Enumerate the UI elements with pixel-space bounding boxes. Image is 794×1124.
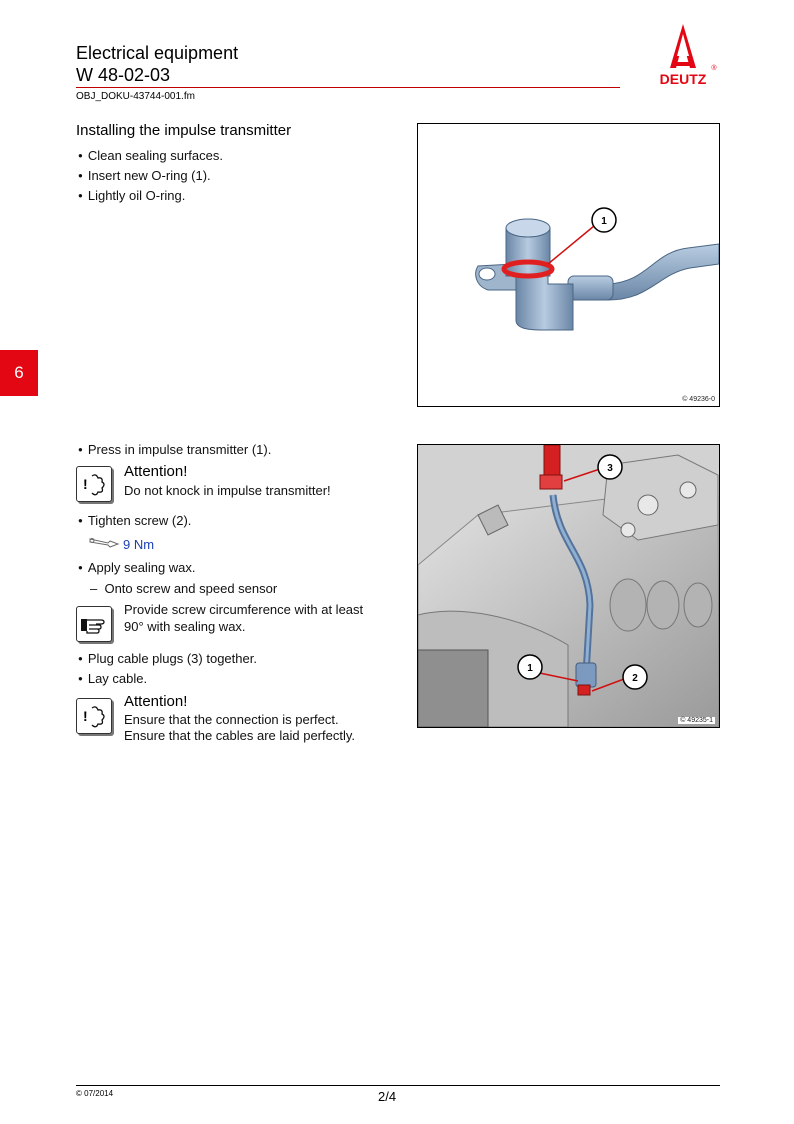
figure-engine-illustration	[418, 445, 719, 727]
step-lay-cable: ● Lay cable.	[78, 671, 147, 687]
attention-icon	[76, 466, 112, 502]
chapter-tab: 6	[0, 350, 38, 396]
step-oil-oring: ● Lightly oil O-ring.	[78, 188, 185, 204]
step-press-transmitter: ● Press in impulse transmitter (1).	[78, 442, 271, 458]
substep-wax-location: – Onto screw and speed sensor	[90, 581, 278, 596]
note-line2: 90° with sealing wax.	[124, 619, 246, 634]
attention1-text: Do not knock in impulse transmitter!	[124, 483, 331, 498]
callout-3: 3	[607, 463, 613, 474]
document-code: W 48-02-03	[76, 65, 171, 85]
figure-id: © 49235-1	[680, 717, 713, 724]
figure-oring-installation	[417, 123, 720, 407]
attention-icon	[76, 698, 112, 734]
figure-sensor-installed	[417, 444, 720, 728]
attention1-title: Attention!	[124, 463, 188, 480]
logo-text: DEUTZ	[659, 71, 707, 87]
step-insert-oring: ● Insert new O-ring (1).	[78, 168, 211, 184]
figure-id: © 49236-0	[682, 396, 715, 403]
substep-wax-text: Onto screw and speed sensor	[104, 581, 278, 596]
svg-text:!: !	[83, 708, 88, 724]
logo-registered-mark: ®	[711, 65, 717, 72]
figure-oring-illustration	[418, 124, 719, 406]
svg-text:!: !	[83, 476, 88, 492]
attention2-line2: Ensure that the cables are laid perfectly.	[124, 728, 355, 743]
step-tighten-screw: ● Tighten screw (2).	[78, 513, 191, 529]
step-apply-wax: ● Apply sealing wax.	[78, 560, 196, 576]
footer-date: © 07/2014	[76, 1089, 114, 1098]
step-plug-cables: ● Plug cable plugs (3) together.	[78, 651, 257, 667]
callout-2: 2	[632, 673, 638, 684]
header-divider	[76, 87, 620, 88]
document-filename: OBJ_DOKU-43744-001.fm	[76, 91, 195, 102]
callout-1: 1	[601, 216, 607, 227]
footer-divider	[76, 1085, 720, 1086]
attention2-title: Attention!	[124, 693, 188, 710]
deutz-logo	[646, 22, 720, 92]
document-title: Electrical equipment	[76, 43, 239, 63]
note-line1: Provide screw circumference with at least	[124, 602, 364, 617]
note-hand-icon	[76, 606, 112, 642]
callout-1: 1	[527, 663, 533, 674]
attention2-line1: Ensure that the connection is perfect.	[124, 712, 339, 727]
torque-value: 9 Nm	[123, 537, 155, 552]
step-clean-surfaces: ● Clean sealing surfaces.	[78, 148, 223, 164]
section-title: Installing the impulse transmitter	[76, 122, 292, 139]
page-number: 2/4	[378, 1089, 397, 1104]
torque-wrench-icon	[88, 535, 120, 549]
